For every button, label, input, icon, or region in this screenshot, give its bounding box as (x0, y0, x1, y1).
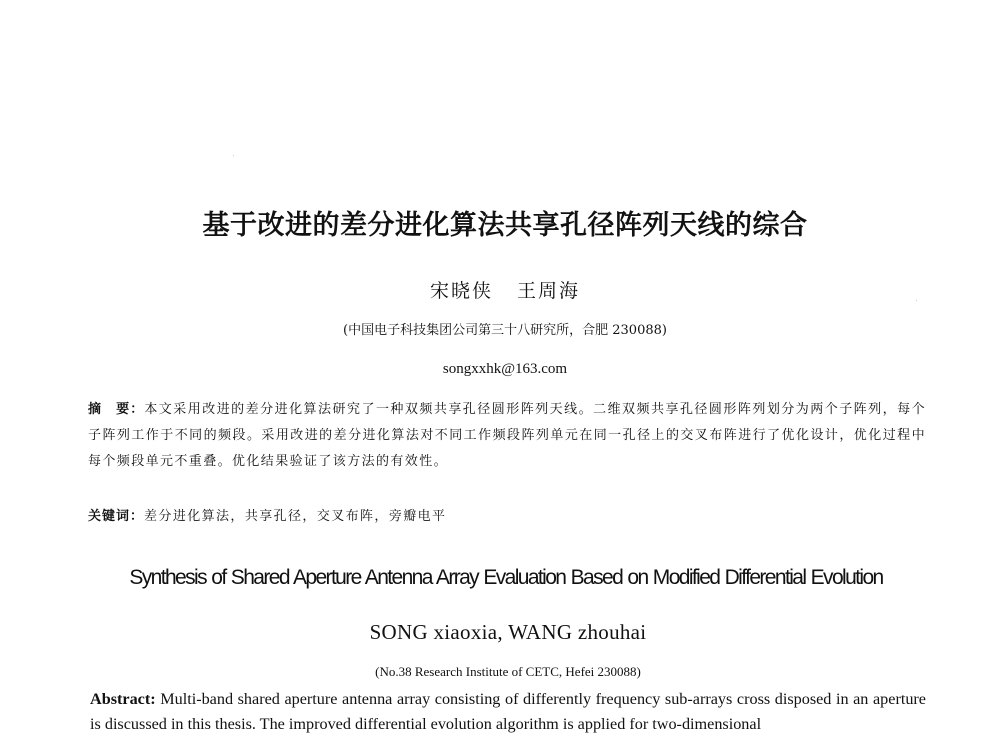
scan-speck (233, 155, 234, 156)
english-abstract-label: Abstract: (90, 690, 156, 708)
chinese-abstract-text: 本文采用改进的差分进化算法研究了一种双频共享孔径圆形阵列天线。二维双频共享孔径圆形阵列划分为两个子阵列，每个子阵列工作于不同的频段。采用改进的差分进化算法对不同工作频段阵列单元在同一孔径上的交叉布阵进行了优化设计，优化过程中每个频段单元不重叠。优化结果验证了该方法的有效性。 (88, 402, 926, 469)
chinese-title: 基于改进的差分进化算法共享孔径阵列天线的综合 (202, 210, 808, 241)
chinese-keywords (88, 505, 926, 529)
chinese-abstract-label: 摘 要： (88, 402, 145, 417)
chinese-keywords-text: 差分进化算法，共享孔径，交叉布阵，旁瓣电平 (144, 509, 447, 524)
english-abstract-text: Multi-band shared aperture antenna array consisting of differently frequency sub-arrays cross disposed in an aperture is discussed in this thesis. The improved differential evolution algorithm is applied for two-dimensional (90, 690, 926, 733)
english-title: Synthesis of Shared Aperture Antenna Array Evaluation Based on Modified Differential Evolution (129, 566, 883, 589)
author-email: songxxhk@163.com (442, 361, 568, 377)
chinese-affiliation: (中国电子科技集团公司第三十八研究所，合肥 230088) (343, 323, 667, 338)
english-abstract (90, 687, 926, 737)
chinese-abstract (88, 397, 926, 475)
english-authors: SONG xiaoxia, WANG zhouhai (369, 620, 647, 644)
english-affiliation: (No.38 Research Institute of CETC, Hefei 230088) (375, 664, 641, 679)
chinese-authors: 宋晓侠 王周海 (429, 280, 581, 302)
chinese-keywords-label: 关键词： (88, 509, 145, 524)
